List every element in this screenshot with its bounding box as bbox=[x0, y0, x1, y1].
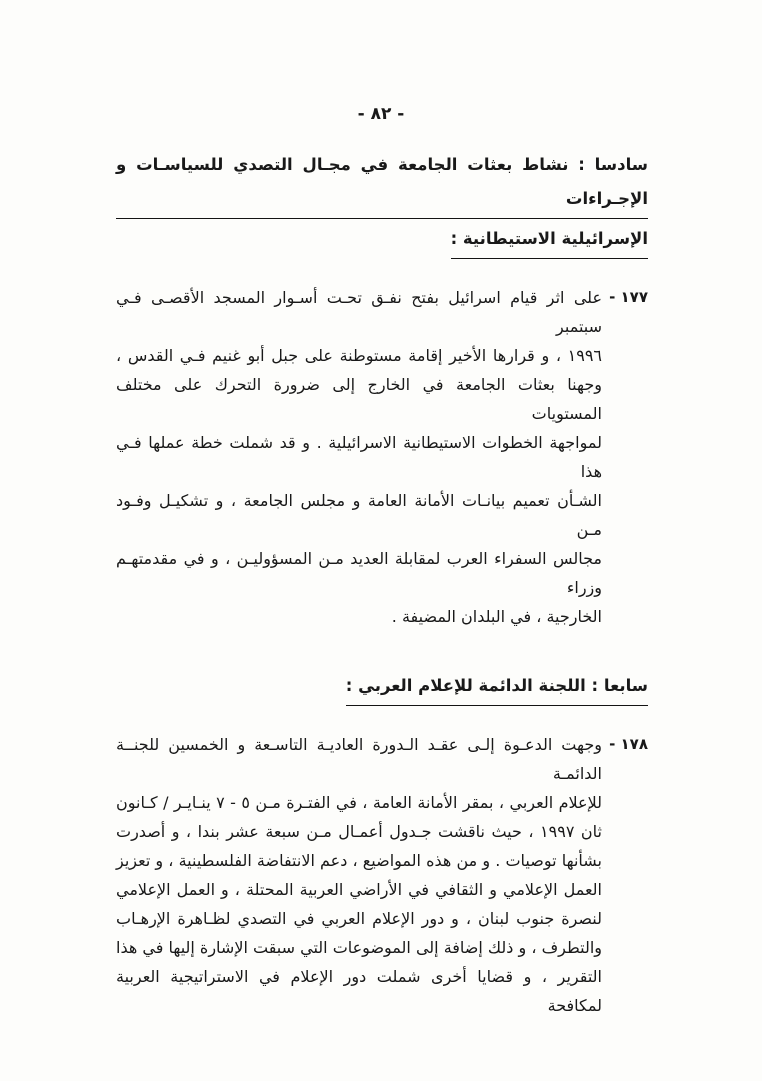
paragraph-177-line: لمواجهة الخطوات الاستيطانية الاسرائيلية . و قد شملت خطة عملها فـي هذا bbox=[116, 433, 602, 481]
page-content bbox=[116, 148, 648, 1020]
paragraph-177-line: الشـأن تعميم بيانـات الأمانة العامة و مجلس الجامعة ، و تشكيـل وفـود مـن bbox=[116, 491, 602, 539]
page-number: - ٨٢ - bbox=[357, 104, 405, 124]
paragraph-178-line: لنصرة جنوب لبنان ، و دور الإعلام العربي في التصدي لظـاهرة الإرهـاب bbox=[116, 909, 602, 928]
paragraph-177 bbox=[116, 283, 648, 631]
section-six-heading-line-2-text: الإسرائيلية الاستيطانية : bbox=[451, 222, 648, 259]
section-six-heading bbox=[116, 148, 648, 259]
paragraph-178-line: ثان ١٩٩٧ ، حيث ناقشت جـدول أعمـال مـن سبعة عشر بندا ، و أصدرت bbox=[116, 822, 602, 841]
section-six-heading-line-1: سادسا : نشاط بعثات الجامعة في مجـال التصدي للسياسـات و الإجـراءات bbox=[116, 148, 648, 219]
paragraph-177-last-line: الخارجية ، في البلدان المضيفة . bbox=[391, 607, 602, 626]
paragraph-177-line: على اثر قيام اسرائيل بفتح نفـق تحـت أسـوار المسجد الأقصـى فـي سبتمبر bbox=[116, 288, 602, 336]
section-seven-heading-text: سابعا : اللجنة الدائمة للإعلام العربي : bbox=[346, 669, 648, 706]
section-seven-heading-line bbox=[116, 669, 648, 706]
paragraph-177-line: مجالس السفراء العرب لمقابلة العديد مـن المسؤوليـن ، و في مقدمتهـم وزراء bbox=[116, 549, 602, 597]
paragraph-178 bbox=[116, 730, 648, 1020]
paragraph-177-number: ١٧٧ - bbox=[609, 288, 648, 306]
paragraph-178-line: للإعلام العربي ، بمقر الأمانة العامة ، في الفتـرة مـن ٥ - ٧ ينـايـر / كـانون bbox=[116, 793, 603, 812]
section-seven-heading bbox=[116, 669, 648, 706]
paragraph-178-line: التقرير ، و قضايا أخرى شملت دور الإعلام في الاستراتيجية العربية لمكافحة bbox=[116, 967, 602, 1015]
paragraph-177-line: وجهنا بعثات الجامعة في الخارج إلى ضرورة التحرك على مختلف المستويات bbox=[116, 375, 602, 423]
paragraph-178-line: والتطرف ، و ذلك إضافة إلى الموضوعات التي سبقت الإشارة إليها في هذا bbox=[116, 938, 602, 957]
paragraph-178-line: العمل الإعلامي و الثقافي في الأراضي العربية المحتلة ، و العمل الإعلامي bbox=[116, 880, 602, 899]
paragraph-178-number: ١٧٨ - bbox=[609, 735, 648, 753]
paragraph-177-line: ١٩٩٦ ، و قرارها الأخير إقامة مستوطنة على جبل أبو غنيم فـي القدس ، bbox=[116, 346, 602, 365]
paragraph-178-line: وجهت الدعـوة إلـى عقـد الـدورة العاديـة التاسـعة و الخمسين للجنــة الدائمـة bbox=[116, 735, 602, 783]
section-six-heading-line-2 bbox=[116, 219, 648, 259]
paragraph-178-line: بشأنها توصيات . و من هذه المواضيع ، دعم الانتفاضة الفلسطينية ، و تعزيز bbox=[116, 851, 602, 870]
